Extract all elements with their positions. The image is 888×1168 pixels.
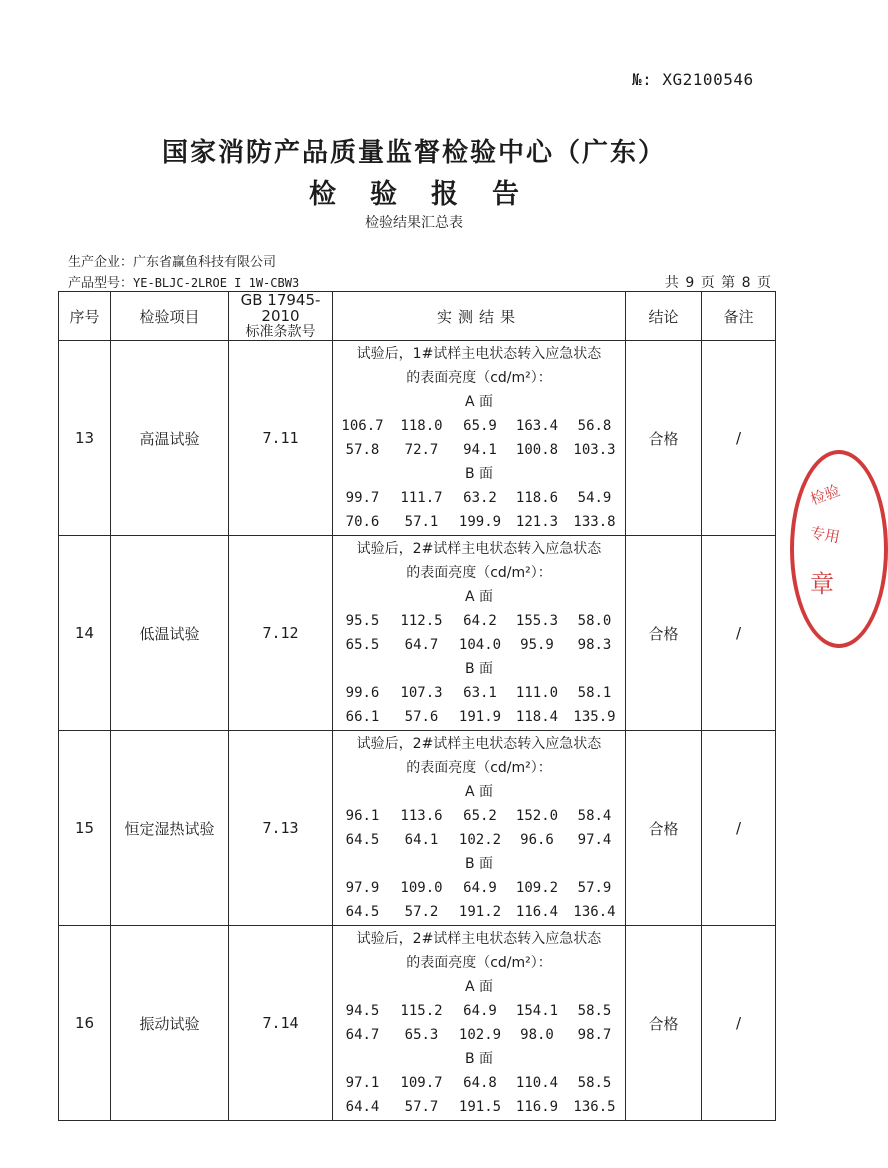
measurement-value: 97.9 [345,880,380,896]
measurement-value: 95.9 [520,637,554,653]
manufacturer-value: 广东省赢鱼科技有限公司 [133,255,277,270]
measurement-value: 56.8 [577,418,612,434]
row-conclusion: 合格 [626,536,702,731]
measurement-value: 65.9 [463,418,497,434]
table-header-row [59,292,776,341]
measurement-value: 58.0 [577,613,612,629]
row-conclusion: 合格 [626,926,702,1121]
face-a-label: A 面 [464,979,494,995]
measurement-value: 112.5 [400,613,443,629]
measurement-value: 98.7 [577,1027,612,1043]
row-clause: 7.11 [229,341,333,536]
stamp-text-2: 专用 [808,523,842,547]
report-number: №: XG2100546 [632,70,754,89]
measurement-value: 136.4 [573,904,616,920]
measurement-value: 109.7 [400,1075,443,1091]
row-result [333,341,626,536]
face-b-label: B 面 [464,856,494,872]
report-subtitle: 检验结果汇总表 [365,215,463,231]
measurement-value: 57.8 [345,442,380,458]
row-item: 振动试验 [111,926,229,1121]
measurement-value: 64.7 [345,1027,380,1043]
table-row [59,341,776,536]
report-title: 检验报告 [309,179,553,210]
face-b-label: B 面 [464,661,494,677]
measurement-line [333,510,625,534]
row-remark: / [702,926,776,1121]
result-desc-line2: 的表面亮度（cd/m²）： [406,760,552,776]
table-row [59,926,776,1121]
measurement-value: 107.3 [400,685,443,701]
measurement-line [333,705,625,729]
measurement-value: 57.9 [577,880,612,896]
measurement-line [333,1071,625,1095]
row-seq: 15 [59,731,111,926]
measurement-value: 116.4 [515,904,559,920]
measurement-value: 102.9 [458,1027,502,1043]
measurement-value: 94.5 [345,1003,380,1019]
table-row [59,536,776,731]
measurement-line [333,609,625,633]
measurement-value: 64.5 [345,832,380,848]
measurement-value: 64.2 [463,613,497,629]
measurement-value: 58.5 [577,1003,612,1019]
measurement-value: 163.4 [515,418,559,434]
measurement-line [333,900,625,924]
measurement-line [333,633,625,657]
stamp-text-3: 章 [810,570,834,598]
measurement-value: 64.4 [345,1099,380,1115]
row-item: 恒定湿热试验 [111,731,229,926]
header-item: 检验项目 [111,292,229,341]
measurement-line [333,999,625,1023]
measurement-line [333,681,625,705]
measurement-value: 64.5 [345,904,380,920]
row-result [333,926,626,1121]
face-a-label: A 面 [464,784,494,800]
manufacturer-label: 生产企业： [68,255,134,270]
row-seq: 16 [59,926,111,1121]
results-table [58,291,776,1121]
measurement-line [333,1023,625,1047]
measurement-value: 64.7 [404,637,439,653]
row-remark: / [702,536,776,731]
measurement-value: 113.6 [400,808,443,824]
measurement-line [333,804,625,828]
organization-title: 国家消防产品质量监督检验中心（广东） [161,138,666,168]
measurement-value: 96.1 [345,808,380,824]
result-desc-line1: 试验后，2#试样主电状态转入应急状态 [356,736,602,752]
row-conclusion: 合格 [626,341,702,536]
measurement-line [333,438,625,462]
measurement-value: 191.2 [458,904,502,920]
measurement-value: 155.3 [515,613,559,629]
measurement-value: 118.0 [400,418,443,434]
measurement-value: 57.2 [404,904,439,920]
header-seq: 序号 [59,292,111,341]
measurement-value: 64.8 [463,1075,497,1091]
result-desc-line1: 试验后，1#试样主电状态转入应急状态 [356,346,602,362]
measurement-value: 65.2 [463,808,497,824]
measurement-line [333,1095,625,1119]
measurement-value: 57.1 [404,514,439,530]
measurement-value: 64.1 [404,832,439,848]
measurement-value: 121.3 [515,514,559,530]
measurement-line [333,876,625,900]
header-conclusion: 结论 [626,292,702,341]
measurement-value: 72.7 [404,442,439,458]
row-clause: 7.12 [229,536,333,731]
measurement-value: 96.6 [520,832,554,848]
measurement-value: 103.3 [573,442,616,458]
measurement-value: 98.0 [520,1027,554,1043]
result-desc-line1: 试验后，2#试样主电状态转入应急状态 [356,931,602,947]
measurement-value: 136.5 [573,1099,616,1115]
measurement-value: 199.9 [458,514,502,530]
measurement-value: 97.1 [345,1075,380,1091]
measurement-value: 57.7 [404,1099,439,1115]
row-clause: 7.13 [229,731,333,926]
measurement-value: 70.6 [345,514,380,530]
header-remark: 备注 [702,292,776,341]
measurement-value: 95.5 [345,613,380,629]
measurement-value: 65.3 [404,1027,439,1043]
result-desc-line2: 的表面亮度（cd/m²）： [406,955,552,971]
measurement-value: 57.6 [404,709,439,725]
measurement-value: 97.4 [577,832,612,848]
header-result: 实测结果 [333,292,626,341]
row-item: 低温试验 [111,536,229,731]
measurement-line [333,486,625,510]
face-a-label: A 面 [464,589,494,605]
measurement-value: 110.4 [515,1075,559,1091]
header-standard-line1: GB 17945-2010 [240,291,321,325]
row-conclusion: 合格 [626,731,702,926]
measurement-value: 98.3 [577,637,612,653]
measurement-value: 191.9 [458,709,502,725]
row-remark: / [702,341,776,536]
measurement-value: 64.9 [463,880,497,896]
measurement-value: 152.0 [515,808,559,824]
measurement-value: 63.2 [463,490,497,506]
measurement-value: 111.7 [400,490,443,506]
measurement-value: 66.1 [345,709,380,725]
measurement-value: 111.0 [515,685,559,701]
measurement-value: 54.9 [577,490,612,506]
result-desc-line1: 试验后，2#试样主电状态转入应急状态 [356,541,602,557]
measurement-value: 104.0 [458,637,502,653]
measurement-value: 135.9 [573,709,616,725]
measurement-line [333,828,625,852]
measurement-value: 133.8 [573,514,616,530]
measurement-value: 118.6 [515,490,559,506]
measurement-value: 102.2 [458,832,502,848]
row-result [333,731,626,926]
face-a-label: A 面 [464,394,494,410]
measurement-value: 109.2 [515,880,559,896]
measurement-value: 65.5 [345,637,380,653]
measurement-value: 99.7 [345,490,380,506]
table-row [59,731,776,926]
measurement-value: 63.1 [463,685,497,701]
measurement-value: 94.1 [463,442,497,458]
measurement-value: 64.9 [463,1003,497,1019]
row-seq: 14 [59,536,111,731]
face-b-label: B 面 [464,1051,494,1067]
measurement-value: 58.1 [577,685,612,701]
red-seal-stamp [790,450,888,648]
measurement-value: 100.8 [515,442,559,458]
row-result [333,536,626,731]
row-item: 高温试验 [111,341,229,536]
measurement-value: 58.5 [577,1075,612,1091]
row-seq: 13 [59,341,111,536]
header-standard-line2: 标准条款号 [245,324,316,340]
row-remark: / [702,731,776,926]
result-desc-line2: 的表面亮度（cd/m²）： [406,565,552,581]
row-clause: 7.14 [229,926,333,1121]
stamp-text-1: 检验 [807,481,843,509]
manufacturer-line [68,251,276,270]
measurement-value: 106.7 [341,418,384,434]
measurement-value: 191.5 [458,1099,502,1115]
measurement-value: 116.9 [515,1099,559,1115]
measurement-value: 118.4 [515,709,559,725]
face-b-label: B 面 [464,466,494,482]
model-label: 产品型号： [68,276,134,291]
model-line [68,272,299,291]
measurement-value: 115.2 [400,1003,443,1019]
page-count: 共 9 页 第 8 页 [664,275,772,291]
measurement-value: 99.6 [345,685,380,701]
measurement-line [333,414,625,438]
result-desc-line2: 的表面亮度（cd/m²）： [406,370,552,386]
measurement-value: 58.4 [577,808,612,824]
header-standard [229,292,333,341]
measurement-value: 109.0 [400,880,443,896]
measurement-value: 154.1 [515,1003,559,1019]
model-value: YE-BLJC-2LROE I 1W-CBW3 [133,276,300,290]
